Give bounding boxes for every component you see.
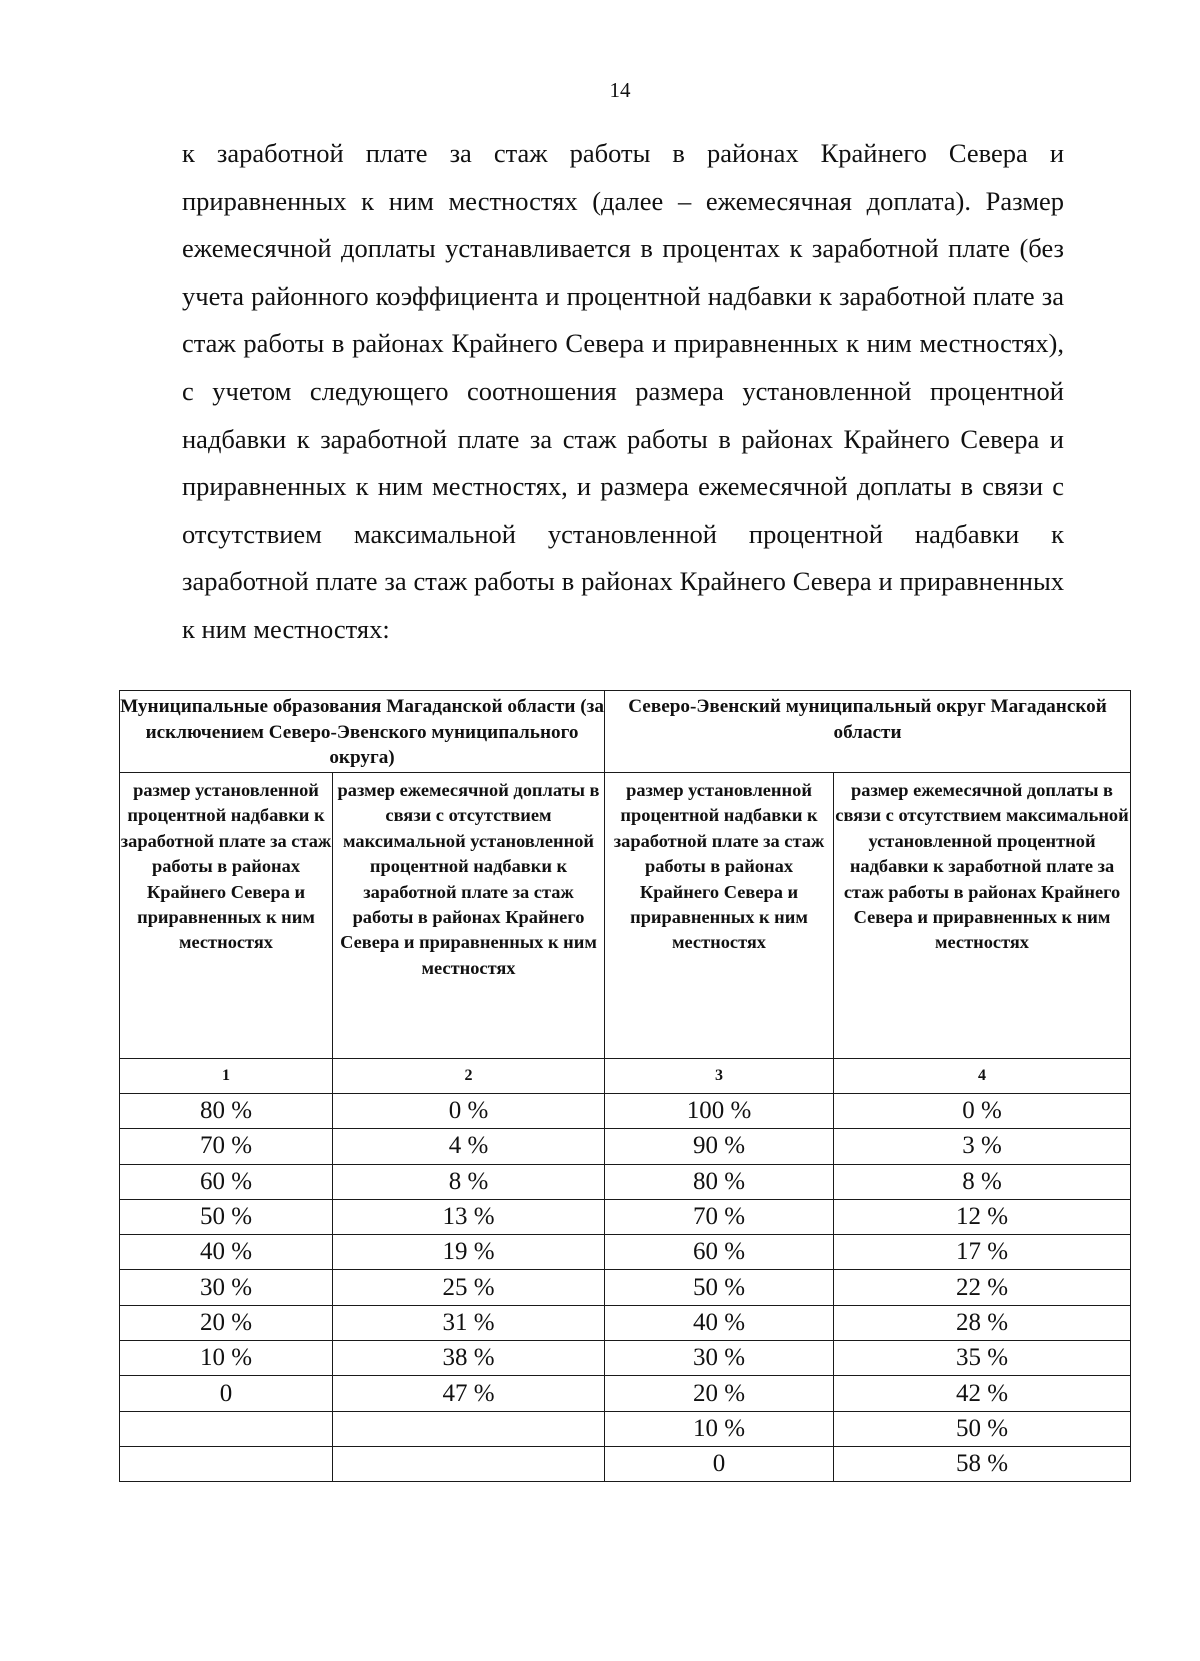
table-row xyxy=(120,1341,1131,1376)
table-cell: 30 % xyxy=(605,1341,834,1376)
table-row xyxy=(120,1270,1131,1305)
table-cell: 47 % xyxy=(333,1376,605,1411)
table-row xyxy=(120,1376,1131,1411)
table-cell: 50 % xyxy=(605,1270,834,1305)
table-cell: 80 % xyxy=(120,1094,333,1129)
table-row xyxy=(120,1446,1131,1481)
table-cell: 10 % xyxy=(605,1411,834,1446)
table-cell: 100 % xyxy=(605,1094,834,1129)
table-cell xyxy=(333,1411,605,1446)
table-cell: 8 % xyxy=(834,1164,1131,1199)
column-number-3: 3 xyxy=(605,1059,834,1094)
table-cell: 8 % xyxy=(333,1164,605,1199)
table-cell: 20 % xyxy=(605,1376,834,1411)
table-cell: 4 % xyxy=(333,1129,605,1164)
table-cell: 70 % xyxy=(120,1129,333,1164)
table-row xyxy=(120,1199,1131,1234)
table-cell: 0 xyxy=(605,1446,834,1481)
page-number: 14 xyxy=(609,78,631,102)
table-cell xyxy=(120,1446,333,1481)
table-cell xyxy=(333,1446,605,1481)
table-cell: 22 % xyxy=(834,1270,1131,1305)
group-header-row xyxy=(120,691,1131,773)
table-cell: 80 % xyxy=(605,1164,834,1199)
table-cell: 10 % xyxy=(120,1341,333,1376)
table-cell: 28 % xyxy=(834,1305,1131,1340)
column-header-2: размер ежемесячной доплаты в связи с отсутствием максимальной установленной процентной надбавки к заработной плате за стаж работы в районах Крайнего Севера и приравненных к ним местностях xyxy=(333,773,605,1059)
table-cell: 70 % xyxy=(605,1199,834,1234)
table-cell: 0 xyxy=(120,1376,333,1411)
table-cell: 31 % xyxy=(333,1305,605,1340)
column-number-2: 2 xyxy=(333,1059,605,1094)
table-cell xyxy=(120,1411,333,1446)
column-header-row xyxy=(120,773,1131,1059)
table-cell: 19 % xyxy=(333,1235,605,1270)
table-cell: 25 % xyxy=(333,1270,605,1305)
table-cell: 0 % xyxy=(333,1094,605,1129)
table-cell: 58 % xyxy=(834,1446,1131,1481)
table-cell: 42 % xyxy=(834,1376,1131,1411)
table-cell: 40 % xyxy=(605,1305,834,1340)
table-cell: 38 % xyxy=(333,1341,605,1376)
table-cell: 35 % xyxy=(834,1341,1131,1376)
table-row xyxy=(120,1235,1131,1270)
column-number-4: 4 xyxy=(834,1059,1131,1094)
table-cell: 50 % xyxy=(834,1411,1131,1446)
table-cell: 90 % xyxy=(605,1129,834,1164)
table-cell: 3 % xyxy=(834,1129,1131,1164)
column-header-4: размер ежемесячной доплаты в связи с отсутствием максимальной установленной процентной надбавки к заработной плате за стаж работы в районах Крайнего Севера и приравненных к ним местностях xyxy=(834,773,1131,1059)
table-cell: 60 % xyxy=(605,1235,834,1270)
table-cell: 20 % xyxy=(120,1305,333,1340)
table-row xyxy=(120,1305,1131,1340)
table-cell: 0 % xyxy=(834,1094,1131,1129)
column-header-3: размер установленной процентной надбавки к заработной плате за стаж работы в районах Крайнего Севера и приравненных к ним местностях xyxy=(605,773,834,1059)
table-cell: 17 % xyxy=(834,1235,1131,1270)
column-header-1: размер установленной процентной надбавки к заработной плате за стаж работы в районах Крайнего Севера и приравненных к ним местностях xyxy=(120,773,333,1059)
table-row xyxy=(120,1094,1131,1129)
table-row xyxy=(120,1164,1131,1199)
allowance-table xyxy=(119,690,1131,1482)
table-row xyxy=(120,1411,1131,1446)
table-cell: 50 % xyxy=(120,1199,333,1234)
table-cell: 40 % xyxy=(120,1235,333,1270)
column-number-1: 1 xyxy=(120,1059,333,1094)
table-row xyxy=(120,1129,1131,1164)
body-paragraph: к заработной плате за стаж работы в районах Крайнего Севера и приравненных к ним местностях (далее – ежемесячная доплата). Размер ежемесячной доплаты устанавливается в процентах к заработной плате (без учета районного коэффициента и процентной надбавки к заработной плате за стаж работы в районах Крайнего Севера и приравненных к ним местностях), с учетом следующего соотношения размера установленной процентной надбавки к заработной плате за стаж работы в районах Крайнего Севера и приравненных к ним местностях, и размера ежемесячной доплаты в связи с отсутствием максимальной установленной процентной надбавки к заработной плате за стаж работы в районах Крайнего Севера и приравненных к ним местностях: xyxy=(182,138,1064,644)
table-cell: 13 % xyxy=(333,1199,605,1234)
group-header-magadan: Муниципальные образования Магаданской области (за исключением Северо-Эвенского муниципального округа) xyxy=(120,691,605,773)
table-cell: 30 % xyxy=(120,1270,333,1305)
table-cell: 60 % xyxy=(120,1164,333,1199)
column-number-row xyxy=(120,1059,1131,1094)
table-body xyxy=(120,691,1131,1482)
group-header-severo-evensk: Северо-Эвенский муниципальный округ Магаданской области xyxy=(605,691,1131,773)
table-cell: 12 % xyxy=(834,1199,1131,1234)
